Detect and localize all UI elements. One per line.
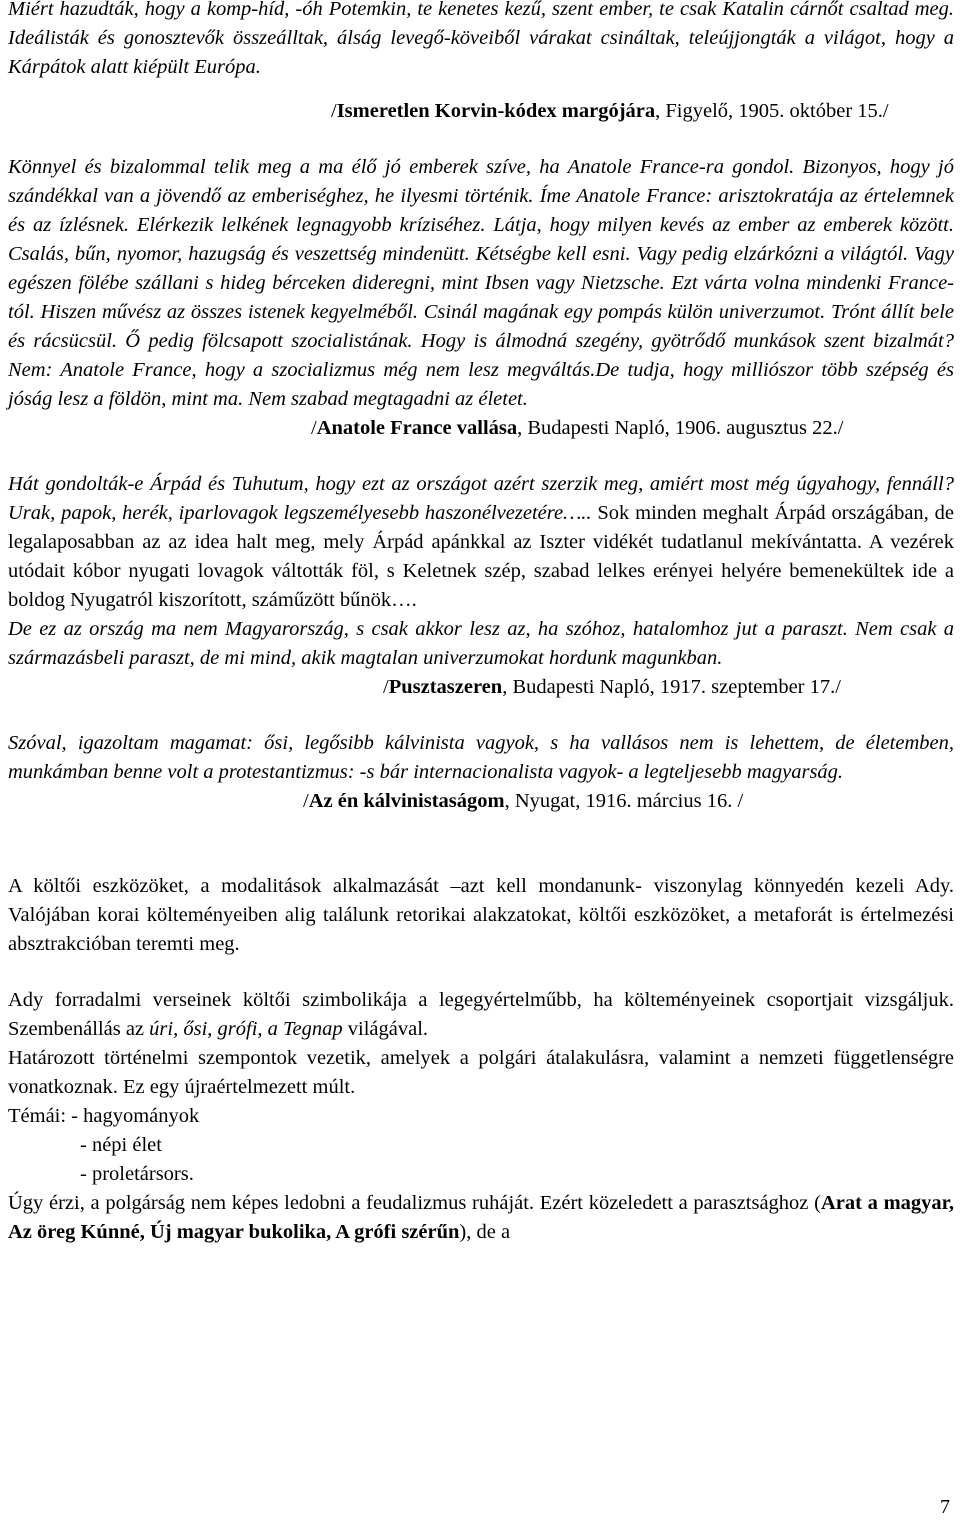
document-page xyxy=(8,0,954,1247)
quote-magyarorszag: De ez az ország ma nem Magyarország, s csak akkor lesz az, ha szóhoz, hatalomhoz jut a paraszt. Nem csak a származásbeli paraszt, de mi mind, akik magtalan univerzumokat hordunk magunkban. xyxy=(8,618,954,669)
paragraph-eszkozok: A költői eszközöket, a modalitások alkalmazását –azt kell mondanunk- viszonylag könnyedén kezeli Ady. Valójában korai költeményeiben alig találunk retorikai alakzatokat, költői eszközöket, a metaforát is értelmezési absztrakcióban teremti meg. xyxy=(8,875,954,955)
source-title-2: Anatole France vallása xyxy=(316,417,518,439)
quote-anatole-france: Könnyel és bizalommal telik meg a ma élő jó emberek szíve, ha Anatole France-ra gondol. Bizonyos, hogy jó szándékkal van a jövendő az emberiséghez, he ilyesmi történik. Íme Anatole France: arisztokratája az értelemnek és az ízlésnek. Elérkezik lelkének legnagyobb kríziséhez. Látja, hogy milyen kevés az ember az emberek között. Csalás, bűn, nyomor, hazugság és veszettség mindenütt. Kétségbe kell esni. Vagy pedig elzárkózni a világtól. Vagy egészen fölébe szállani s hideg bérceken dideregni, mint Ibsen vagy Nietzsche. Ezt várta volna mindenki France-tól. Hiszen művész az összes istenek kegyelméből. Csinál magának egy pompás külön univerzumot. Trónt állít bele és rácsücsül. Ő pedig fölcsapott szocialistának. Hogy is álmodná szegény, gyötrődő munkások szent bizalmát? Nem: Anatole France, hogy a szocializmus még nem lesz megváltás.De tudja, hogy milliószor több szépség és jóság lesz a földön, mint ma. Nem szabad megtagadni az életet. xyxy=(8,156,954,410)
source-title-3: Pusztaszeren xyxy=(388,676,503,698)
page-number: 7 xyxy=(940,1496,950,1518)
source-title-4: Az én kálvinistaságom xyxy=(308,790,505,812)
quote-arpad: Hát gondolták-e Árpád és Tuhutum, hogy ezt az országot azért szerzik meg, amiért most még úgyahogy, fennáll? Urak, papok, herék, iparlovagok legszemélyesebb haszonélvezetére….. Sok minden meghalt Árpád országában, de legalaposabban az az idea halt meg, mely Árpád apánkkal az Iszter vidékét tudatlanul mekívántatta. A vezérek utódait kóbor nyugati lovagok váltották föl, s Keletnek szép, szabad lelkes erényei helyére bemenekültek ide a boldog Nyugatról kiszorított, száműzött bűnök…. xyxy=(8,473,954,611)
source-title-1: Ismeretlen Korvin-kódex margójára xyxy=(336,100,656,122)
source-citation-4: /Az én kálvinistaságom, Nyugat, 1916. március 16. / xyxy=(303,790,744,812)
source-citation-3: /Pusztaszeren, Budapesti Napló, 1917. szeptember 17./ xyxy=(383,676,841,698)
paragraph-szimbolika: Ady forradalmi verseinek költői szimbolikája a legegyértelműbb, ha költeményeinek csoportjait vizsgáljuk. Szembenállás az úri, ősi, grófi, a Tegnap világával. xyxy=(8,989,954,1040)
themes-list xyxy=(8,1102,954,1189)
paragraph-tortenelmi: Határozott történelmi szempontok vezetik, amelyek a polgári átalakulásra, valamint a nemzeti függetlenségre vonatkoznak. Ez egy újraértelmezett múlt. xyxy=(8,1047,954,1098)
source-citation-2: /Anatole France vallása, Budapesti Napló, 1906. augusztus 22./ xyxy=(311,417,844,439)
list-item: - népi élet xyxy=(80,1134,162,1156)
paragraph-polgarsag: Úgy érzi, a polgárság nem képes ledobni a feudalizmus ruháját. Ezért közeledett a parasztsághoz (Arat a magyar, Az öreg Kúnné, Új magyar bukolika, A grófi szérűn), de a xyxy=(8,1192,954,1243)
list-item: - proletársors. xyxy=(80,1163,194,1185)
quote-potemkin: Miért hazudták, hogy a komp-híd, -óh Potemkin, te kenetes kezű, szent ember, te csak Katalin cárnőt csaltad meg. Ideálisták és gonosztevők összeálltak, álság levegő-köveiből várakat csináltak, teleújjongták a világot, hogy a Kárpátok alatt kiépült Európa. xyxy=(8,0,954,78)
quote-kalvinista: Szóval, igazoltam magamat: ősi, legősibb kálvinista vagyok, s ha vallásos nem is lehettem, de életemben, munkámban benne volt a protestantizmus: -s bár internacionalista vagyok- a legteljesebb magyarság. xyxy=(8,732,954,783)
list-item: Témái: - hagyományok xyxy=(8,1105,200,1127)
source-citation-1: /Ismeretlen Korvin-kódex margójára, Figyelő, 1905. október 15./ xyxy=(331,100,889,122)
